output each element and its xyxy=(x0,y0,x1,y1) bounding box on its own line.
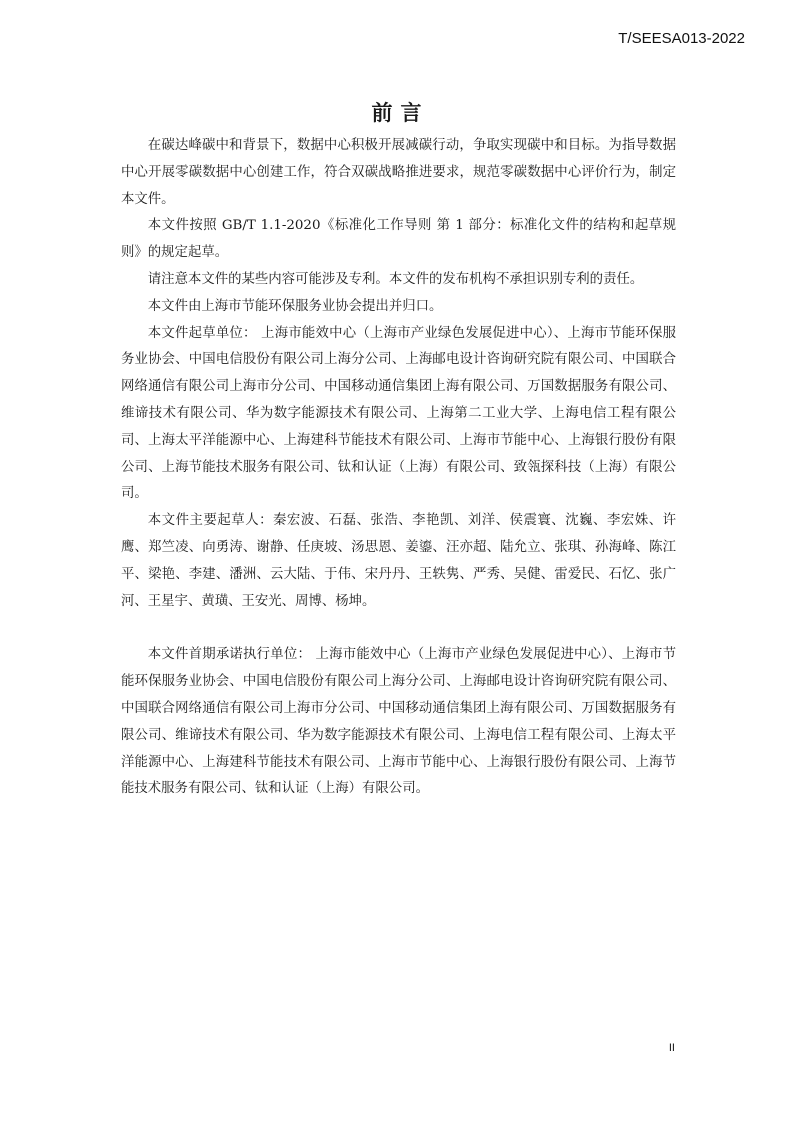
paragraph-patent-notice: 请注意本文件的某些内容可能涉及专利。本文件的发布机构不承担识别专利的责任。 xyxy=(147,271,644,287)
page-title: 前言 xyxy=(371,101,430,125)
paragraph-implementing-units: 本文件首期承诺执行单位： 上海市能效中心（上海市产业绿色发展促进中心）、上海市节能环保服务业协会、中国电信股份有限公司上海分公司、上海邮电设计咨询研究院有限公司、中国联合网络通信有限公司上海市分公司、中国移动通信集团上海有限公司、万国数据服务有限公司、维谛技术有限公司、华为数字能源技术有限公司、上海电信工程有限公司、上海太平洋能源中心、上海建科节能技术有限公司、上海市节能中心、上海银行股份有限公司、上海节能技术服务有限公司、钛和认证（上海）有限公司。 xyxy=(121,647,676,797)
paragraph-drafters: 本文件主要起草人：秦宏波、石磊、张浩、李艳凯、刘洋、侯震寰、沈巍、李宏姝、许鹰、郑竺凌、向勇涛、谢静、任庚坡、汤思恩、姜鎏、汪亦超、陆允立、张琪、孙海峰、陈江平、梁艳、李建、潘洲、云大陆、于伟、宋丹丹、王轶隽、严秀、吴健、雷爱民、石忆、张广河、王星宇、黄璜、王安光、周博、杨坤。 xyxy=(121,513,676,609)
paragraph-drafting-rules: 本文件按照 GB/T 1.1-2020《标准化工作导则 第 1 部分：标准化文件的结构和起草规则》的规定起草。 xyxy=(121,218,676,261)
paragraph-proposer: 本文件由上海市节能环保服务业协会提出并归口。 xyxy=(147,298,443,314)
paragraph-background: 在碳达峰碳中和背景下，数据中心积极开展减碳行动，争取实现碳中和目标。为指导数据中心开展零碳数据中心创建工作，符合双碳战略推进要求，规范零碳数据中心评价行为，制定本文件。 xyxy=(121,138,676,207)
paragraph-drafting-units: 本文件起草单位： 上海市能效中心（上海市产业绿色发展促进中心）、上海市节能环保服务业协会、中国电信股份有限公司上海分公司、上海邮电设计咨询研究院有限公司、中国联合网络通信有限公司上海市分公司、中国移动通信集团上海有限公司、万国数据服务有限公司、维谛技术有限公司、华为数字能源技术有限公司、上海第二工业大学、上海电信工程有限公司、上海太平洋能源中心、上海建科节能技术有限公司、上海市节能中心、上海银行股份有限公司、上海节能技术服务有限公司、钛和认证（上海）有限公司、致瓴探科技（上海）有限公司。 xyxy=(121,325,676,502)
page-number: II xyxy=(668,1042,675,1054)
document-code: T/SEESA013-2022 xyxy=(618,30,745,47)
foreword-body xyxy=(121,133,676,803)
